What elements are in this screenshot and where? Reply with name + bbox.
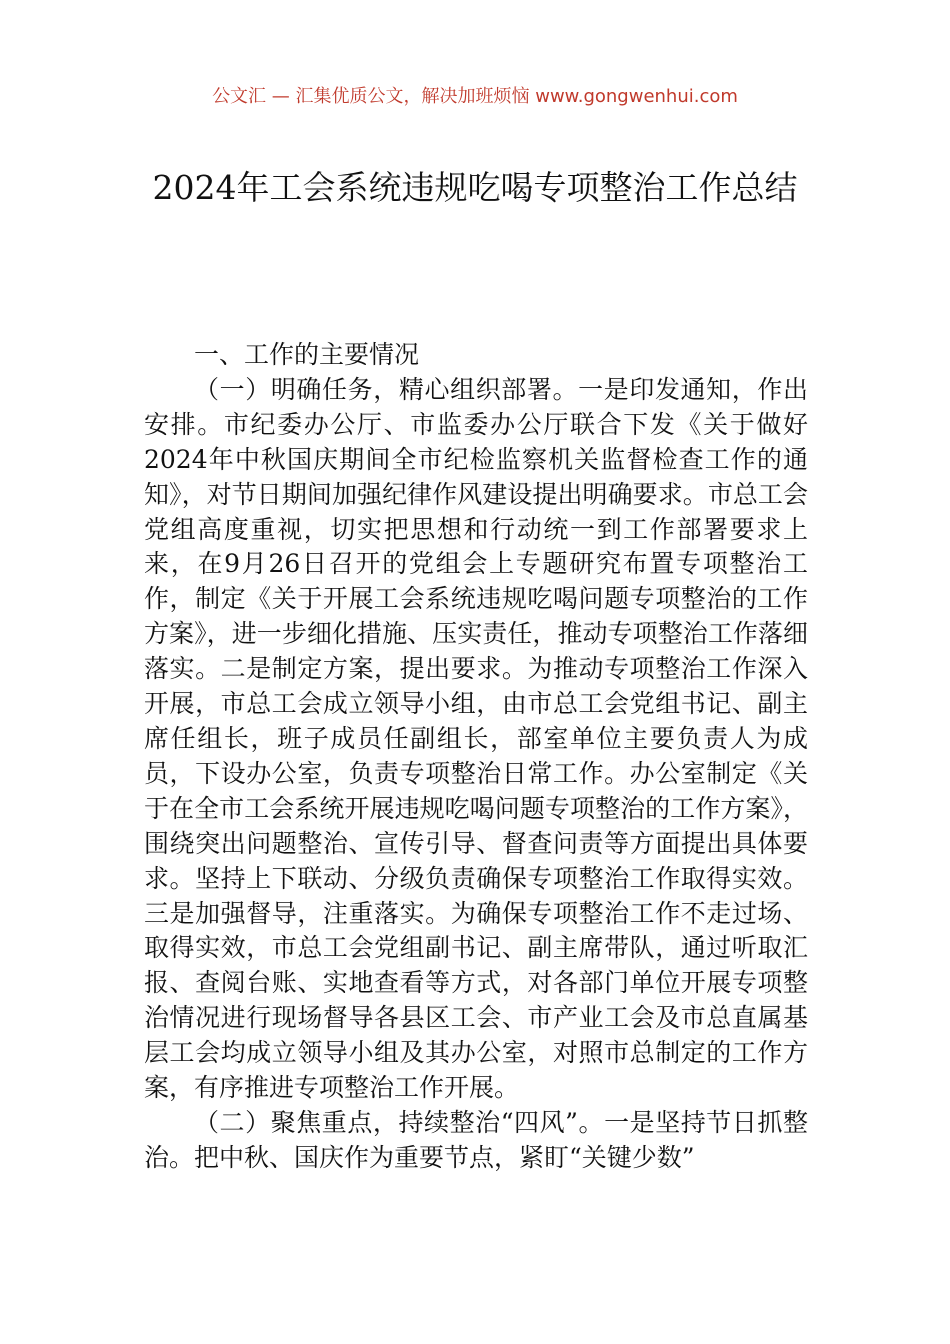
body-paragraph-2: （二）聚焦重点，持续整治“四风”。一是坚持节日抓整治。把中秋、国庆作为重要节点，紧盯“关键少数”	[144, 1107, 808, 1172]
site-header-banner: 公文汇 — 汇集优质公文，解决加班烦恼 www.gongwenhui.com	[212, 86, 738, 107]
section-heading: 一、工作的主要情况	[194, 340, 420, 369]
body-paragraph-1: （一）明确任务，精心组织部署。一是印发通知，作出安排。市纪委办公厅、市监委办公厅联合下发《关于做好2024年中秋国庆期间全市纪检监察机关监督检查工作的通知》，对节日期间加强纪律作风建设提出明确要求。市总工会党组高度重视，切实把思想和行动统一到工作部署要求上来，在9月26日召开的党组会上专题研究布置专项整治工作，制定《关于开展工会系统违规吃喝问题专项整治的工作方案》，进一步细化措施、压实责任，推动专项整治工作落细落实。二是制定方案，提出要求。为推动专项整治工作深入开展，市总工会成立领导小组，由市总工会党组书记、副主席任组长，班子成员任副组长，部室单位主要负责人为成员，下设办公室，负责专项整治日常工作。办公室制定《关于在全市工会系统开展违规吃喝问题专项整治的工作方案》，围绕突出问题整治、宣传引导、督查问责等方面提出具体要求。坚持上下联动、分级负责确保专项整治工作取得实效。三是加强督导，注重落实。为确保专项整治工作不走过场、取得实效，市总工会党组副书记、副主席带队，通过听取汇报、查阅台账、实地查看等方式，对各部门单位开展专项整治情况进行现场督导各县区工会、市产业工会及市总直属基层工会均成立领导小组及其办公室，对照市总制定的工作方案，有序推进专项整治工作开展。	[144, 374, 808, 1103]
document-body	[144, 338, 808, 1176]
document-title: 2024年工会系统违规吃喝专项整治工作总结	[152, 168, 798, 207]
